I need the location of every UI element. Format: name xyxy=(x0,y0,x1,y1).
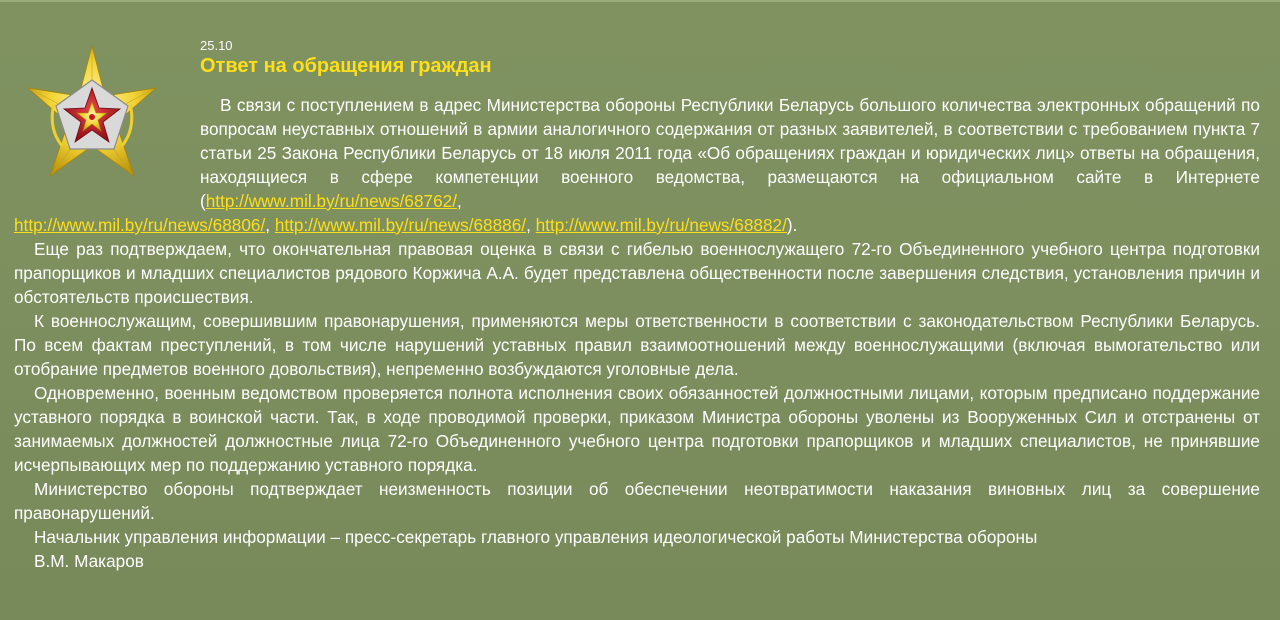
link-separator: , xyxy=(526,215,536,235)
top-border xyxy=(0,0,1280,2)
article-paragraph-1-links xyxy=(14,213,1260,237)
news-link-1[interactable]: http://www.mil.by/ru/news/68762/ xyxy=(205,191,457,211)
paragraph-end: ). xyxy=(786,215,798,235)
article-paragraph-2: Еще раз подтверждаем, что окончательная правовая оценка в связи с гибелью военнослужащего 72-го Объединенного учебного центра подготовки прапорщиков и младших специалистов рядового Коржича А.А. будет представлена общественности после завершения следствия, установления причин и обстоятельств происшествия. xyxy=(14,239,1260,307)
paragraph-text: В связи с поступлением в адрес Министерства обороны Республики Беларусь большого количества электронных обращений по вопросам неуставных отношений в армии аналогичного содержания от разных заявителей, в соответствии с требованием пункта 7 статьи 25 Закона Республики Беларусь от 18 июля 2011 года «Об обращениях граждан и юридических лиц» ответы на обращения, находящиеся в сфере компетенции военного ведомства, размещаются на официальном сайте в Интернете ( xyxy=(200,95,1260,211)
news-link-3[interactable]: http://www.mil.by/ru/news/68886/ xyxy=(274,215,527,235)
article-paragraph-3: К военнослужащим, совершившим правонарушения, применяются меры ответственности в соответствии с законодательством Республики Беларусь. По всем фактам преступлений, в том числе нарушений уставных правил взаимоотношений между военнослужащими (включая вымогательство или отобрание предметов военного довольствия), непременно возбуждаются уголовные дела. xyxy=(14,311,1260,379)
news-link-2[interactable]: http://www.mil.by/ru/news/68806/ xyxy=(14,215,266,235)
article-paragraph-1 xyxy=(200,93,1260,213)
article-body xyxy=(14,93,1260,573)
signature-name: В.М. Макаров xyxy=(34,551,144,571)
link-separator: , xyxy=(265,215,275,235)
link-separator: , xyxy=(456,191,462,211)
article-paragraph-4: Одновременно, военным ведомством проверяется полнота исполнения своих обязанностей должностными лицами, которым предписано поддержание уставного порядка в воинской части. Так, в ходе проводимой проверки, приказом Министра обороны уволены из Вооруженных Сил и отстранены от занимаемых должностей должностные лица 72-го Объединенного учебного центра подготовки прапорщиков и младших специалистов, не принявшие исчерпывающих мер по поддержанию уставного порядка. xyxy=(14,383,1260,475)
news-link-4[interactable]: http://www.mil.by/ru/news/68882/ xyxy=(535,215,787,235)
article-paragraph-5: Министерство обороны подтверждает неизменность позиции об обеспечении неотвратимости наказания виновных лиц за совершение правонарушений. xyxy=(14,479,1260,523)
news-date: 25.10 xyxy=(200,38,233,53)
news-title: Ответ на обращения граждан xyxy=(200,55,492,77)
signature-position: Начальник управления информации – пресс-секретарь главного управления идеологической работы Министерства обороны xyxy=(34,527,1038,547)
